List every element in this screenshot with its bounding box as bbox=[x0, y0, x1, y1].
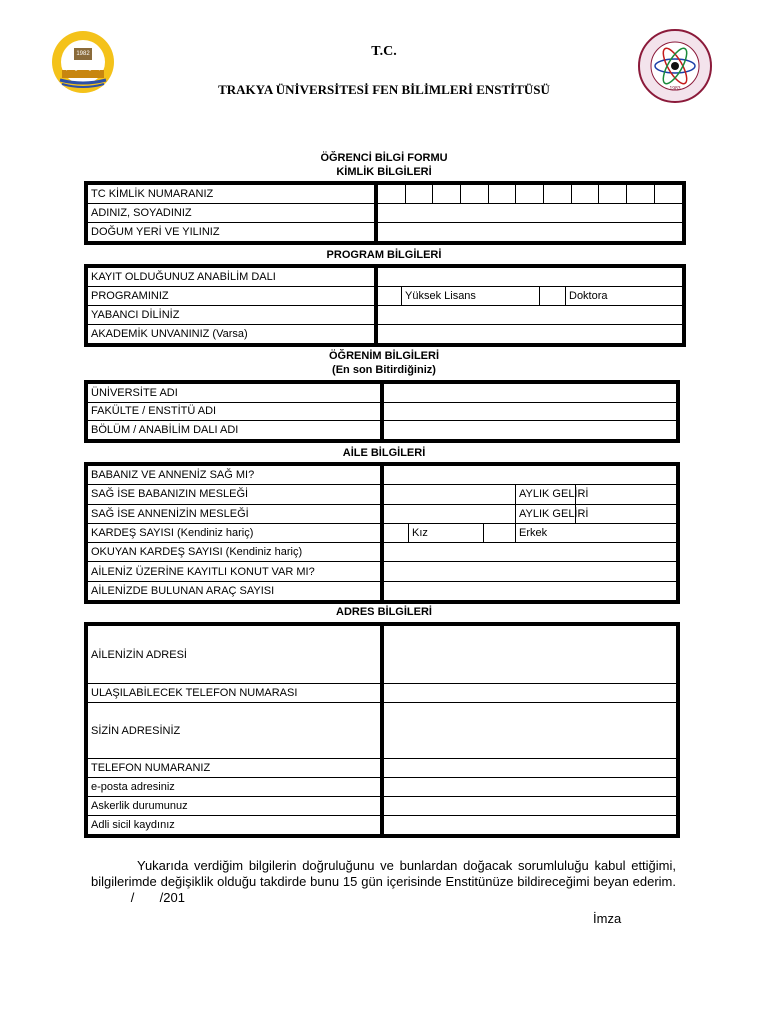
label-studying-siblings: OKUYAN KARDEŞ SAYISI (Kendiniz hariç) bbox=[88, 543, 382, 562]
signature-label: İmza bbox=[593, 911, 622, 926]
program-table bbox=[84, 264, 686, 347]
military-field[interactable] bbox=[382, 797, 677, 816]
studying-siblings-field[interactable] bbox=[382, 543, 677, 562]
siblings-girl-label: Kız bbox=[409, 523, 484, 542]
declaration-text: Yukarıda verdiğim bilgilerin doğruluğunu ve bunlardan doğacak sorumluluğu kabul ettiğimi, bilgilerimde değişiklik olduğu takdirde bunu 15 gün içerisinde Enstitünüze bildireceğimi beyan ederim. bbox=[91, 858, 676, 889]
table-row bbox=[88, 421, 677, 440]
logo-right-year: 1983 bbox=[669, 86, 681, 92]
label-tc-no: TC KİMLİK NUMARANIZ bbox=[88, 185, 376, 204]
logo-left-year: 1982 bbox=[76, 51, 90, 57]
table-row bbox=[88, 466, 677, 485]
phd-checkbox[interactable] bbox=[540, 287, 566, 306]
father-income-label: AYLIK GELİRİ bbox=[516, 485, 576, 504]
label-military: Askerlik durumunuz bbox=[88, 797, 382, 816]
label-siblings: KARDEŞ SAYISI (Kendiniz hariç) bbox=[88, 523, 382, 542]
phd-label: Doktora bbox=[566, 287, 683, 306]
father-income-field[interactable] bbox=[576, 485, 677, 504]
email-field[interactable] bbox=[382, 778, 677, 797]
label-housing: AİLENİZ ÜZERİNE KAYITLI KONUT VAR MI? bbox=[88, 562, 382, 581]
table-row bbox=[88, 626, 677, 684]
title-field[interactable] bbox=[376, 325, 683, 344]
table-row bbox=[88, 543, 677, 562]
declaration bbox=[91, 858, 676, 906]
declaration-date[interactable]: / /201 bbox=[130, 890, 185, 905]
dept-name-field[interactable] bbox=[382, 421, 677, 440]
header-institute: TRAKYA ÜNİVERSİTESİ FEN BİLİMLERİ ENSTİTÜSÜ bbox=[218, 82, 550, 97]
mother-income-label: AYLIK GELİRİ bbox=[516, 504, 576, 523]
label-name: ADINIZ, SOYADINIZ bbox=[88, 204, 376, 223]
table-row bbox=[88, 797, 677, 816]
label-family-address: AİLENİZİN ADRESİ bbox=[88, 626, 382, 684]
table-row bbox=[88, 268, 683, 287]
kimlik-table bbox=[84, 181, 686, 245]
ms-checkbox[interactable] bbox=[376, 287, 402, 306]
table-row bbox=[88, 287, 683, 306]
table-row bbox=[88, 325, 683, 344]
aile-table bbox=[84, 462, 680, 604]
label-university: ÜNİVERSİTE ADI bbox=[88, 384, 382, 403]
name-field[interactable] bbox=[376, 204, 683, 223]
table-row bbox=[88, 562, 677, 581]
label-faculty: FAKÜLTE / ENSTİTÜ ADI bbox=[88, 402, 382, 421]
table-row bbox=[88, 778, 677, 797]
table-row bbox=[88, 402, 677, 421]
table-row bbox=[88, 684, 677, 703]
label-language: YABANCI DİLİNİZ bbox=[88, 306, 376, 325]
language-field[interactable] bbox=[376, 306, 683, 325]
adres-table bbox=[84, 622, 680, 838]
housing-field[interactable] bbox=[382, 562, 677, 581]
table-row bbox=[88, 581, 677, 600]
table-row bbox=[88, 504, 677, 523]
label-your-phone: TELEFON NUMARANIZ bbox=[88, 759, 382, 778]
parents-field[interactable] bbox=[382, 466, 677, 485]
aile-title: AİLE BİLGİLERİ bbox=[342, 447, 426, 459]
mother-job-field[interactable] bbox=[382, 504, 516, 523]
adres-title: ADRES BİLGİLERİ bbox=[336, 606, 432, 618]
table-row bbox=[88, 759, 677, 778]
label-title: AKADEMİK UNVANINIZ (Varsa) bbox=[88, 325, 376, 344]
ogrenim-table bbox=[84, 380, 680, 443]
siblings-boy-label: Erkek bbox=[516, 523, 677, 542]
table-row bbox=[88, 223, 683, 242]
faculty-field[interactable] bbox=[382, 402, 677, 421]
birth-field[interactable] bbox=[376, 223, 683, 242]
mother-income-field[interactable] bbox=[576, 504, 677, 523]
your-phone-field[interactable] bbox=[382, 759, 677, 778]
father-job-field[interactable] bbox=[382, 485, 516, 504]
label-vehicles: AİLENİZDE BULUNAN ARAÇ SAYISI bbox=[88, 581, 382, 600]
label-department: KAYIT OLDUĞUNUZ ANABİLİM DALI bbox=[88, 268, 376, 287]
criminal-record-field[interactable] bbox=[382, 816, 677, 835]
family-address-field[interactable] bbox=[382, 626, 677, 684]
table-row bbox=[88, 703, 677, 759]
vehicles-field[interactable] bbox=[382, 581, 677, 600]
ogrenim-subtitle: (En son Bitirdiğiniz) bbox=[332, 364, 436, 376]
table-row bbox=[88, 204, 683, 223]
label-program: PROGRAMINIZ bbox=[88, 287, 376, 306]
label-dept-name: BÖLÜM / ANABİLİM DALI ADI bbox=[88, 421, 382, 440]
label-birth: DOĞUM YERİ VE YILINIZ bbox=[88, 223, 376, 242]
label-criminal-record: Adli sicil kaydınız bbox=[88, 816, 382, 835]
ogrenim-title: ÖĞRENİM BİLGİLERİ bbox=[329, 350, 439, 362]
label-father-job: SAĞ İSE BABANIZIN MESLEĞİ bbox=[88, 485, 382, 504]
department-field[interactable] bbox=[376, 268, 683, 287]
contact-phone-field[interactable] bbox=[382, 684, 677, 703]
ms-label: Yüksek Lisans bbox=[402, 287, 540, 306]
label-your-address: SİZİN ADRESİNİZ bbox=[88, 703, 382, 759]
university-field[interactable] bbox=[382, 384, 677, 403]
table-row bbox=[88, 185, 683, 204]
form-title: ÖĞRENCİ BİLGİ FORMU bbox=[320, 152, 448, 164]
tc-no-field[interactable] bbox=[376, 185, 683, 204]
header-tc: T.C. bbox=[371, 44, 397, 59]
label-contact-phone: ULAŞILABİLECEK TELEFON NUMARASI bbox=[88, 684, 382, 703]
siblings-boy-field[interactable] bbox=[484, 523, 516, 542]
label-parents: BABANIZ VE ANNENİZ SAĞ MI? bbox=[88, 466, 382, 485]
label-mother-job: SAĞ İSE ANNENİZİN MESLEĞİ bbox=[88, 504, 382, 523]
table-row bbox=[88, 816, 677, 835]
table-row bbox=[88, 384, 677, 403]
label-email: e-posta adresiniz bbox=[88, 778, 382, 797]
table-row bbox=[88, 485, 677, 504]
siblings-girl-field[interactable] bbox=[382, 523, 409, 542]
program-title: PROGRAM BİLGİLERİ bbox=[326, 249, 442, 261]
kimlik-title: KİMLİK BİLGİLERİ bbox=[336, 166, 432, 178]
table-row bbox=[88, 523, 677, 542]
table-row bbox=[88, 306, 683, 325]
your-address-field[interactable] bbox=[382, 703, 677, 759]
